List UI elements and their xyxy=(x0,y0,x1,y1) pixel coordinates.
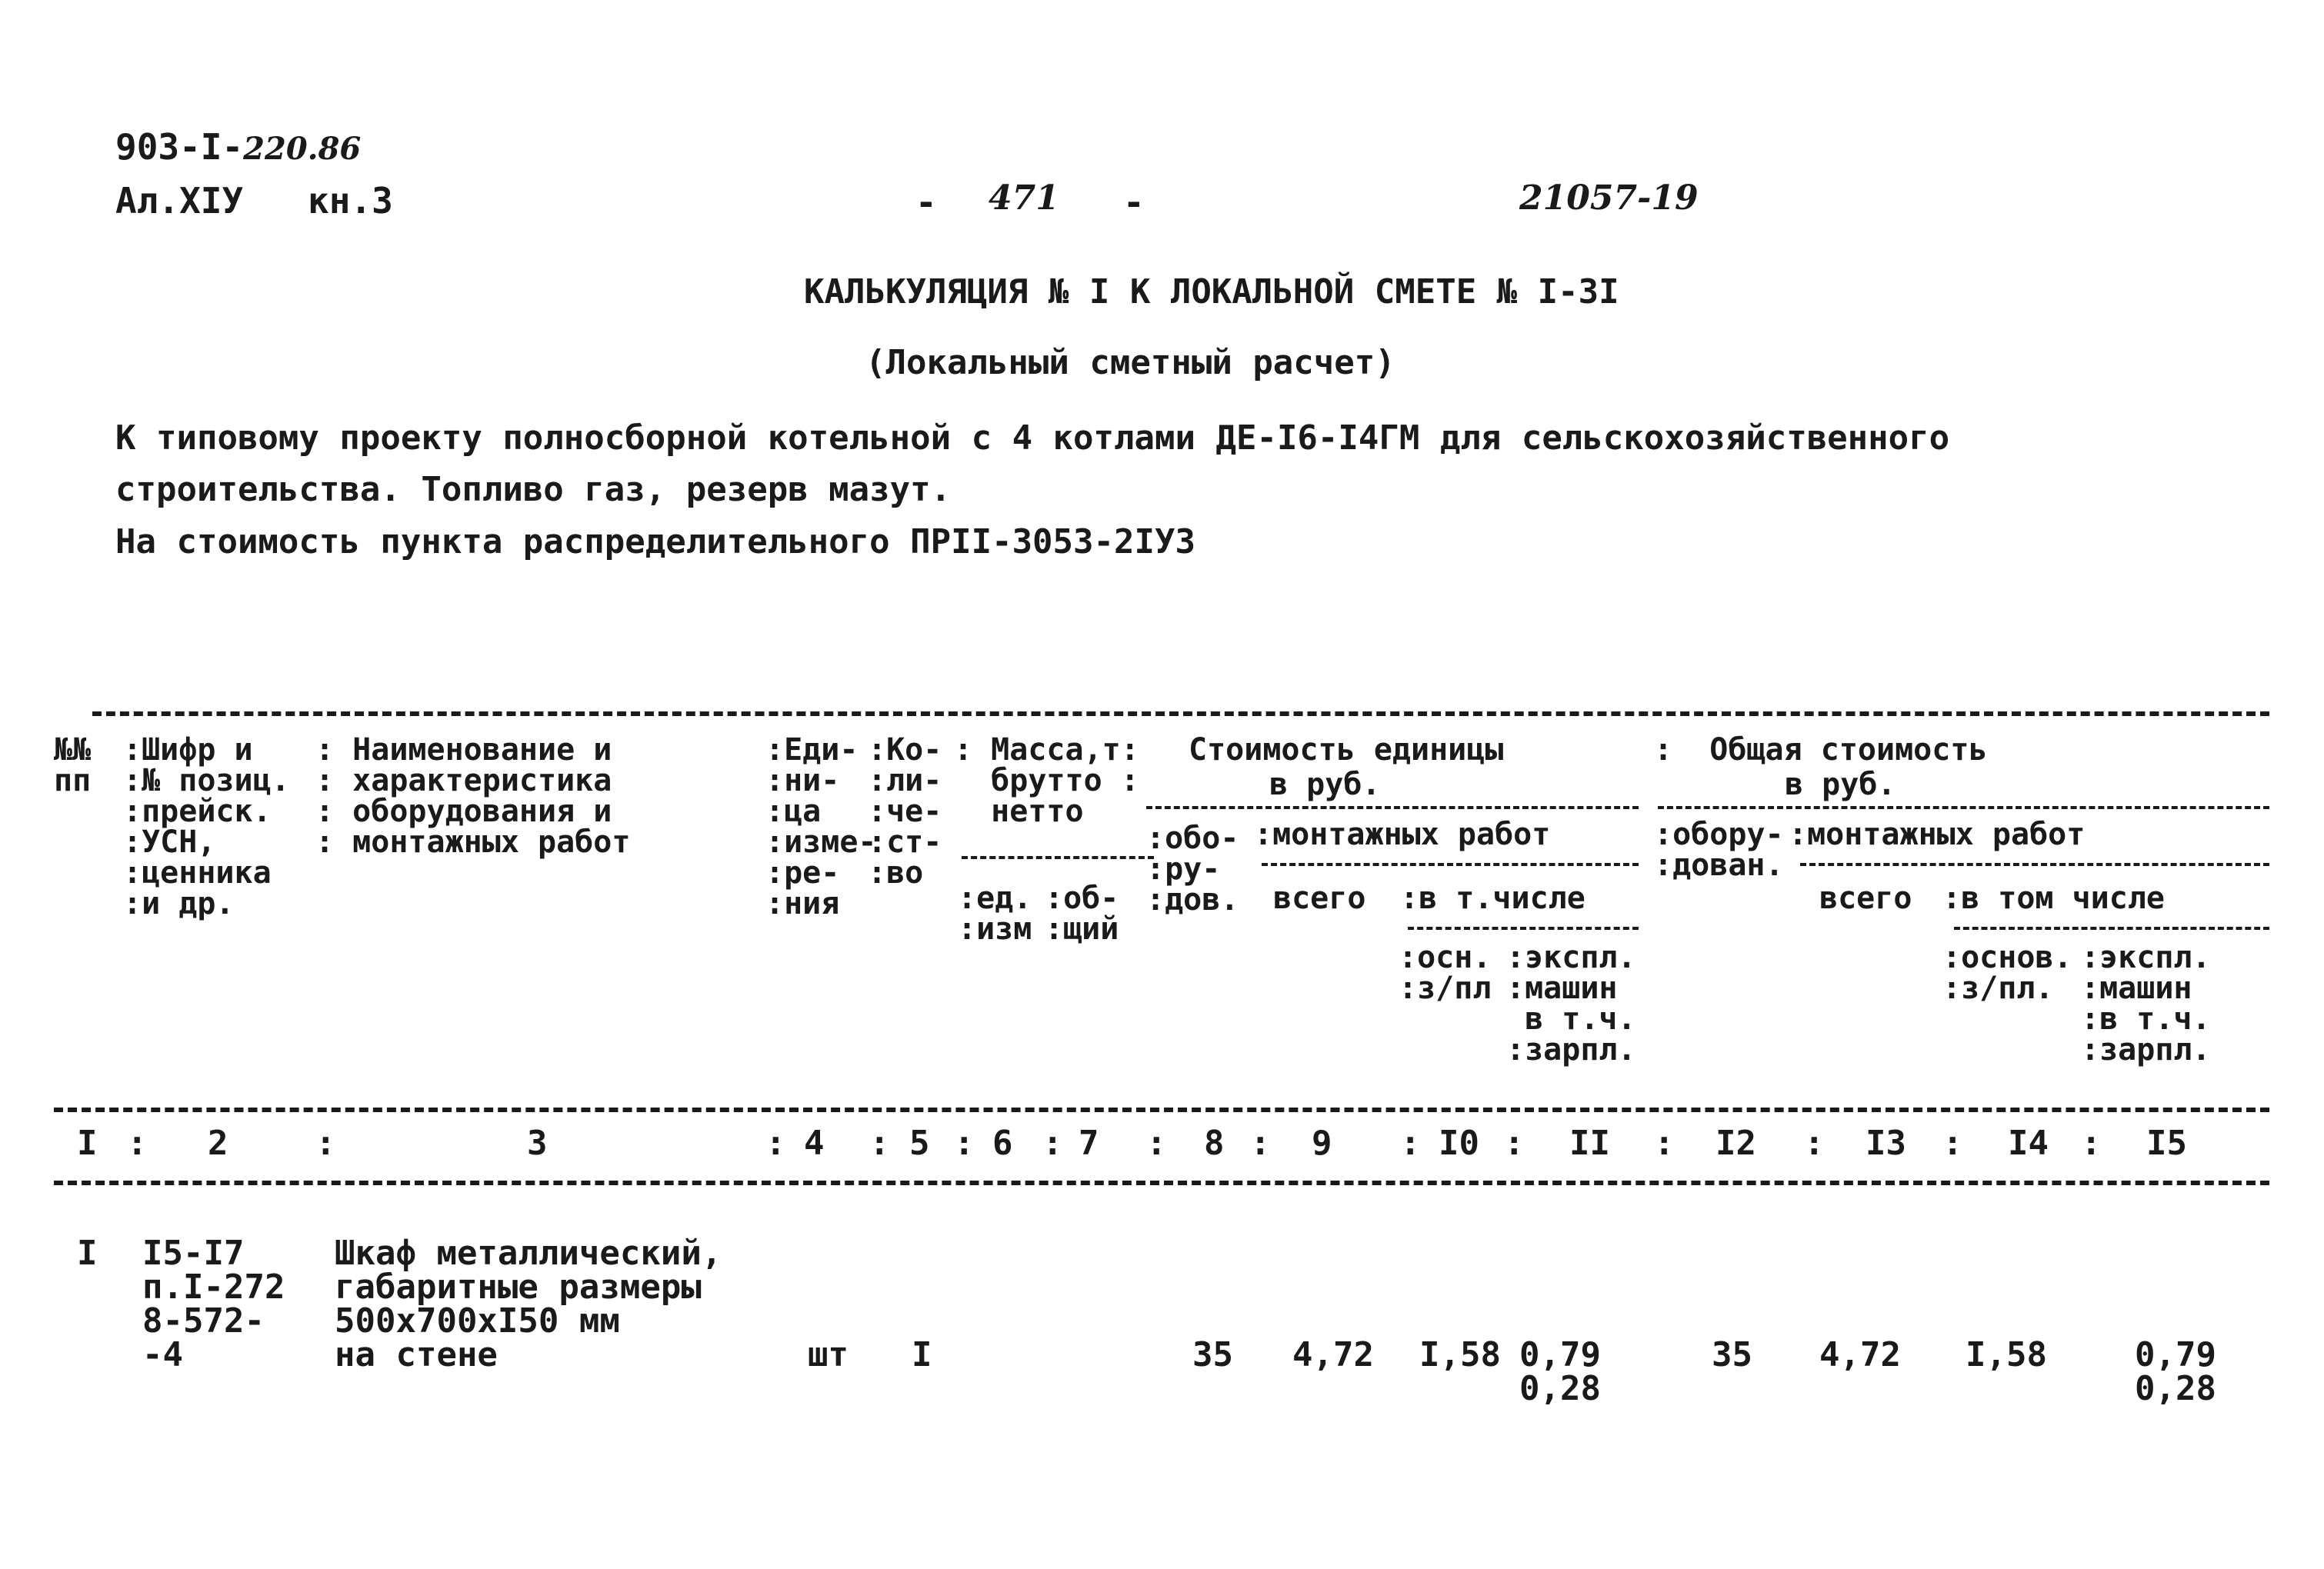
header-c11: :экспл. :машин в т.ч. :зарпл. xyxy=(1506,940,1636,1068)
doc-code xyxy=(115,126,362,168)
colnum-bottom-rule xyxy=(54,1181,2269,1185)
colnum-sep: : xyxy=(2081,1124,2102,1163)
header-c7: :об- :щий xyxy=(1045,881,1119,947)
page-title: КАЛЬКУЛЯЦИЯ № I К ЛОКАЛЬНОЙ СМЕТЕ № I-3I xyxy=(804,272,1619,311)
header-c1: №№ пп xyxy=(54,732,92,798)
header-c9: всего xyxy=(1273,881,1366,916)
row-num: I xyxy=(77,1234,98,1273)
colnum-sep: : xyxy=(1942,1124,1963,1163)
header-c4: :Еди- :ни- :ца :изме- :ре- :ния xyxy=(765,732,877,921)
colnum-sep: : xyxy=(1250,1124,1271,1163)
header-c6: :ед. :изм xyxy=(958,881,1032,947)
page-dash-right: - xyxy=(1123,182,1145,223)
colnum-12: I2 xyxy=(1715,1124,1756,1163)
header-mont-unit: :монтажных работ xyxy=(1254,817,1551,852)
header-c15: :экспл. :машин :в т.ч. :зарпл. xyxy=(2081,940,2211,1068)
colnum-11: II xyxy=(1569,1124,1610,1163)
colnum-sep: : xyxy=(1146,1124,1167,1163)
row-mont-total-mach: 0,79 0,28 xyxy=(2135,1335,2216,1408)
colnum-sep: : xyxy=(1654,1124,1675,1163)
header-c10: :осн. :з/пл xyxy=(1399,940,1492,1006)
header-mont-unit-rule xyxy=(1262,863,1639,866)
row-equip-unit: 35 xyxy=(1192,1335,1233,1374)
colnum-sep: : xyxy=(954,1124,975,1163)
description-line-1: К типовому проекту полносборной котельной с 4 котлами ДЕ-I6-I4ГМ для сельскохозяйственного xyxy=(115,418,1950,458)
colnum-sep: : xyxy=(315,1124,336,1163)
row-code: I5-I7 п.I-272 8-572- -4 xyxy=(142,1234,285,1374)
colnum-sep: : xyxy=(1804,1124,1825,1163)
colnum-15: I5 xyxy=(2146,1124,2187,1163)
colnum-9: 9 xyxy=(1312,1124,1332,1163)
description-line-3: На стоимость пункта распределительного ПРII-3053-2IУ3 xyxy=(115,522,1195,561)
header-unit-cost-rule xyxy=(1146,806,1639,809)
colnum-8: 8 xyxy=(1204,1124,1225,1163)
page-number: 471 xyxy=(989,178,1059,218)
colnum-sep: : xyxy=(869,1124,890,1163)
header-incl-unit-rule xyxy=(1408,927,1639,930)
description-line-2: строительства. Топливо газ, резерв мазут. xyxy=(115,470,952,509)
header-mont-total: :монтажных работ xyxy=(1789,817,2086,852)
row-mont-total-wage: I,58 xyxy=(1966,1335,2047,1374)
row-mont-unit-mach: 0,79 0,28 xyxy=(1519,1335,1601,1408)
doc-code-handwritten: 220.86 xyxy=(243,131,362,167)
row-qty: I xyxy=(912,1335,932,1374)
header-unit-cost-currency: в руб. xyxy=(1269,767,1381,802)
colnum-5: 5 xyxy=(909,1124,930,1163)
header-mont-total-rule xyxy=(1800,863,2269,866)
row-unit: шт xyxy=(808,1335,849,1374)
row-mont-total-all: 4,72 xyxy=(1819,1335,1901,1374)
header-mass-group: : Масса,т: брутто : нетто xyxy=(954,732,1139,829)
row-name: Шкаф металлический, габаритные размеры 500x700xI50 мм на стене xyxy=(335,1234,722,1374)
colnum-sep: : xyxy=(1042,1124,1063,1163)
inventory-number: 21057-19 xyxy=(1519,178,1699,218)
header-total-cost-group: : Общая стоимость xyxy=(1654,732,1988,768)
header-top-rule xyxy=(92,711,2269,716)
colnum-10: I0 xyxy=(1439,1124,1479,1163)
colnum-4: 4 xyxy=(804,1124,825,1163)
header-incl-total: :в том числе xyxy=(1942,881,2165,916)
colnum-7: 7 xyxy=(1079,1124,1099,1163)
header-c12: :обору- :дован. xyxy=(1654,817,1784,883)
row-equip-total: 35 xyxy=(1712,1335,1752,1374)
colnum-6: 6 xyxy=(992,1124,1013,1163)
colnum-sep: : xyxy=(765,1124,786,1163)
colnum-sep: : xyxy=(1400,1124,1421,1163)
row-mont-unit-wage: I,58 xyxy=(1419,1335,1501,1374)
header-unit-cost-group: Стоимость единицы xyxy=(1189,732,1504,768)
header-mass-rule xyxy=(962,856,1154,859)
doc-code-printed: 903-I- xyxy=(115,126,244,168)
header-c13: всего xyxy=(1819,881,1912,916)
header-incl-unit: :в т.числе xyxy=(1400,881,1585,916)
header-c2: :Шифр и :№ позиц. :прейск. :УСН, :ценника :и др. xyxy=(123,732,290,921)
row-mont-unit-total: 4,72 xyxy=(1292,1335,1374,1374)
header-c5: :Ко- :ли- :че- :ст- :во xyxy=(868,732,942,891)
colnum-sep: : xyxy=(127,1124,148,1163)
colnum-1: I xyxy=(77,1124,98,1163)
colnum-2: 2 xyxy=(208,1124,228,1163)
colnum-sep: : xyxy=(1504,1124,1525,1163)
colnum-14: I4 xyxy=(2008,1124,2049,1163)
header-c3: : Наименование и : характеристика : оборудования и : монтажных работ xyxy=(315,732,631,860)
header-bottom-rule xyxy=(54,1108,2269,1112)
album-label: Ал.XIУ xyxy=(115,180,244,222)
colnum-13: I3 xyxy=(1866,1124,1906,1163)
page-subtitle: (Локальный сметный расчет) xyxy=(865,343,1395,382)
header-total-cost-currency: в руб. xyxy=(1785,767,1896,802)
header-total-cost-rule xyxy=(1658,806,2269,809)
book-label: кн.3 xyxy=(308,180,393,222)
header-c14: :основ. :з/пл. xyxy=(1942,940,2072,1006)
colnum-3: 3 xyxy=(527,1124,548,1163)
page-dash-left: - xyxy=(915,182,937,223)
header-incl-total-rule xyxy=(1954,927,2269,930)
header-c8: :обо- :ру- :дов. xyxy=(1146,821,1239,918)
